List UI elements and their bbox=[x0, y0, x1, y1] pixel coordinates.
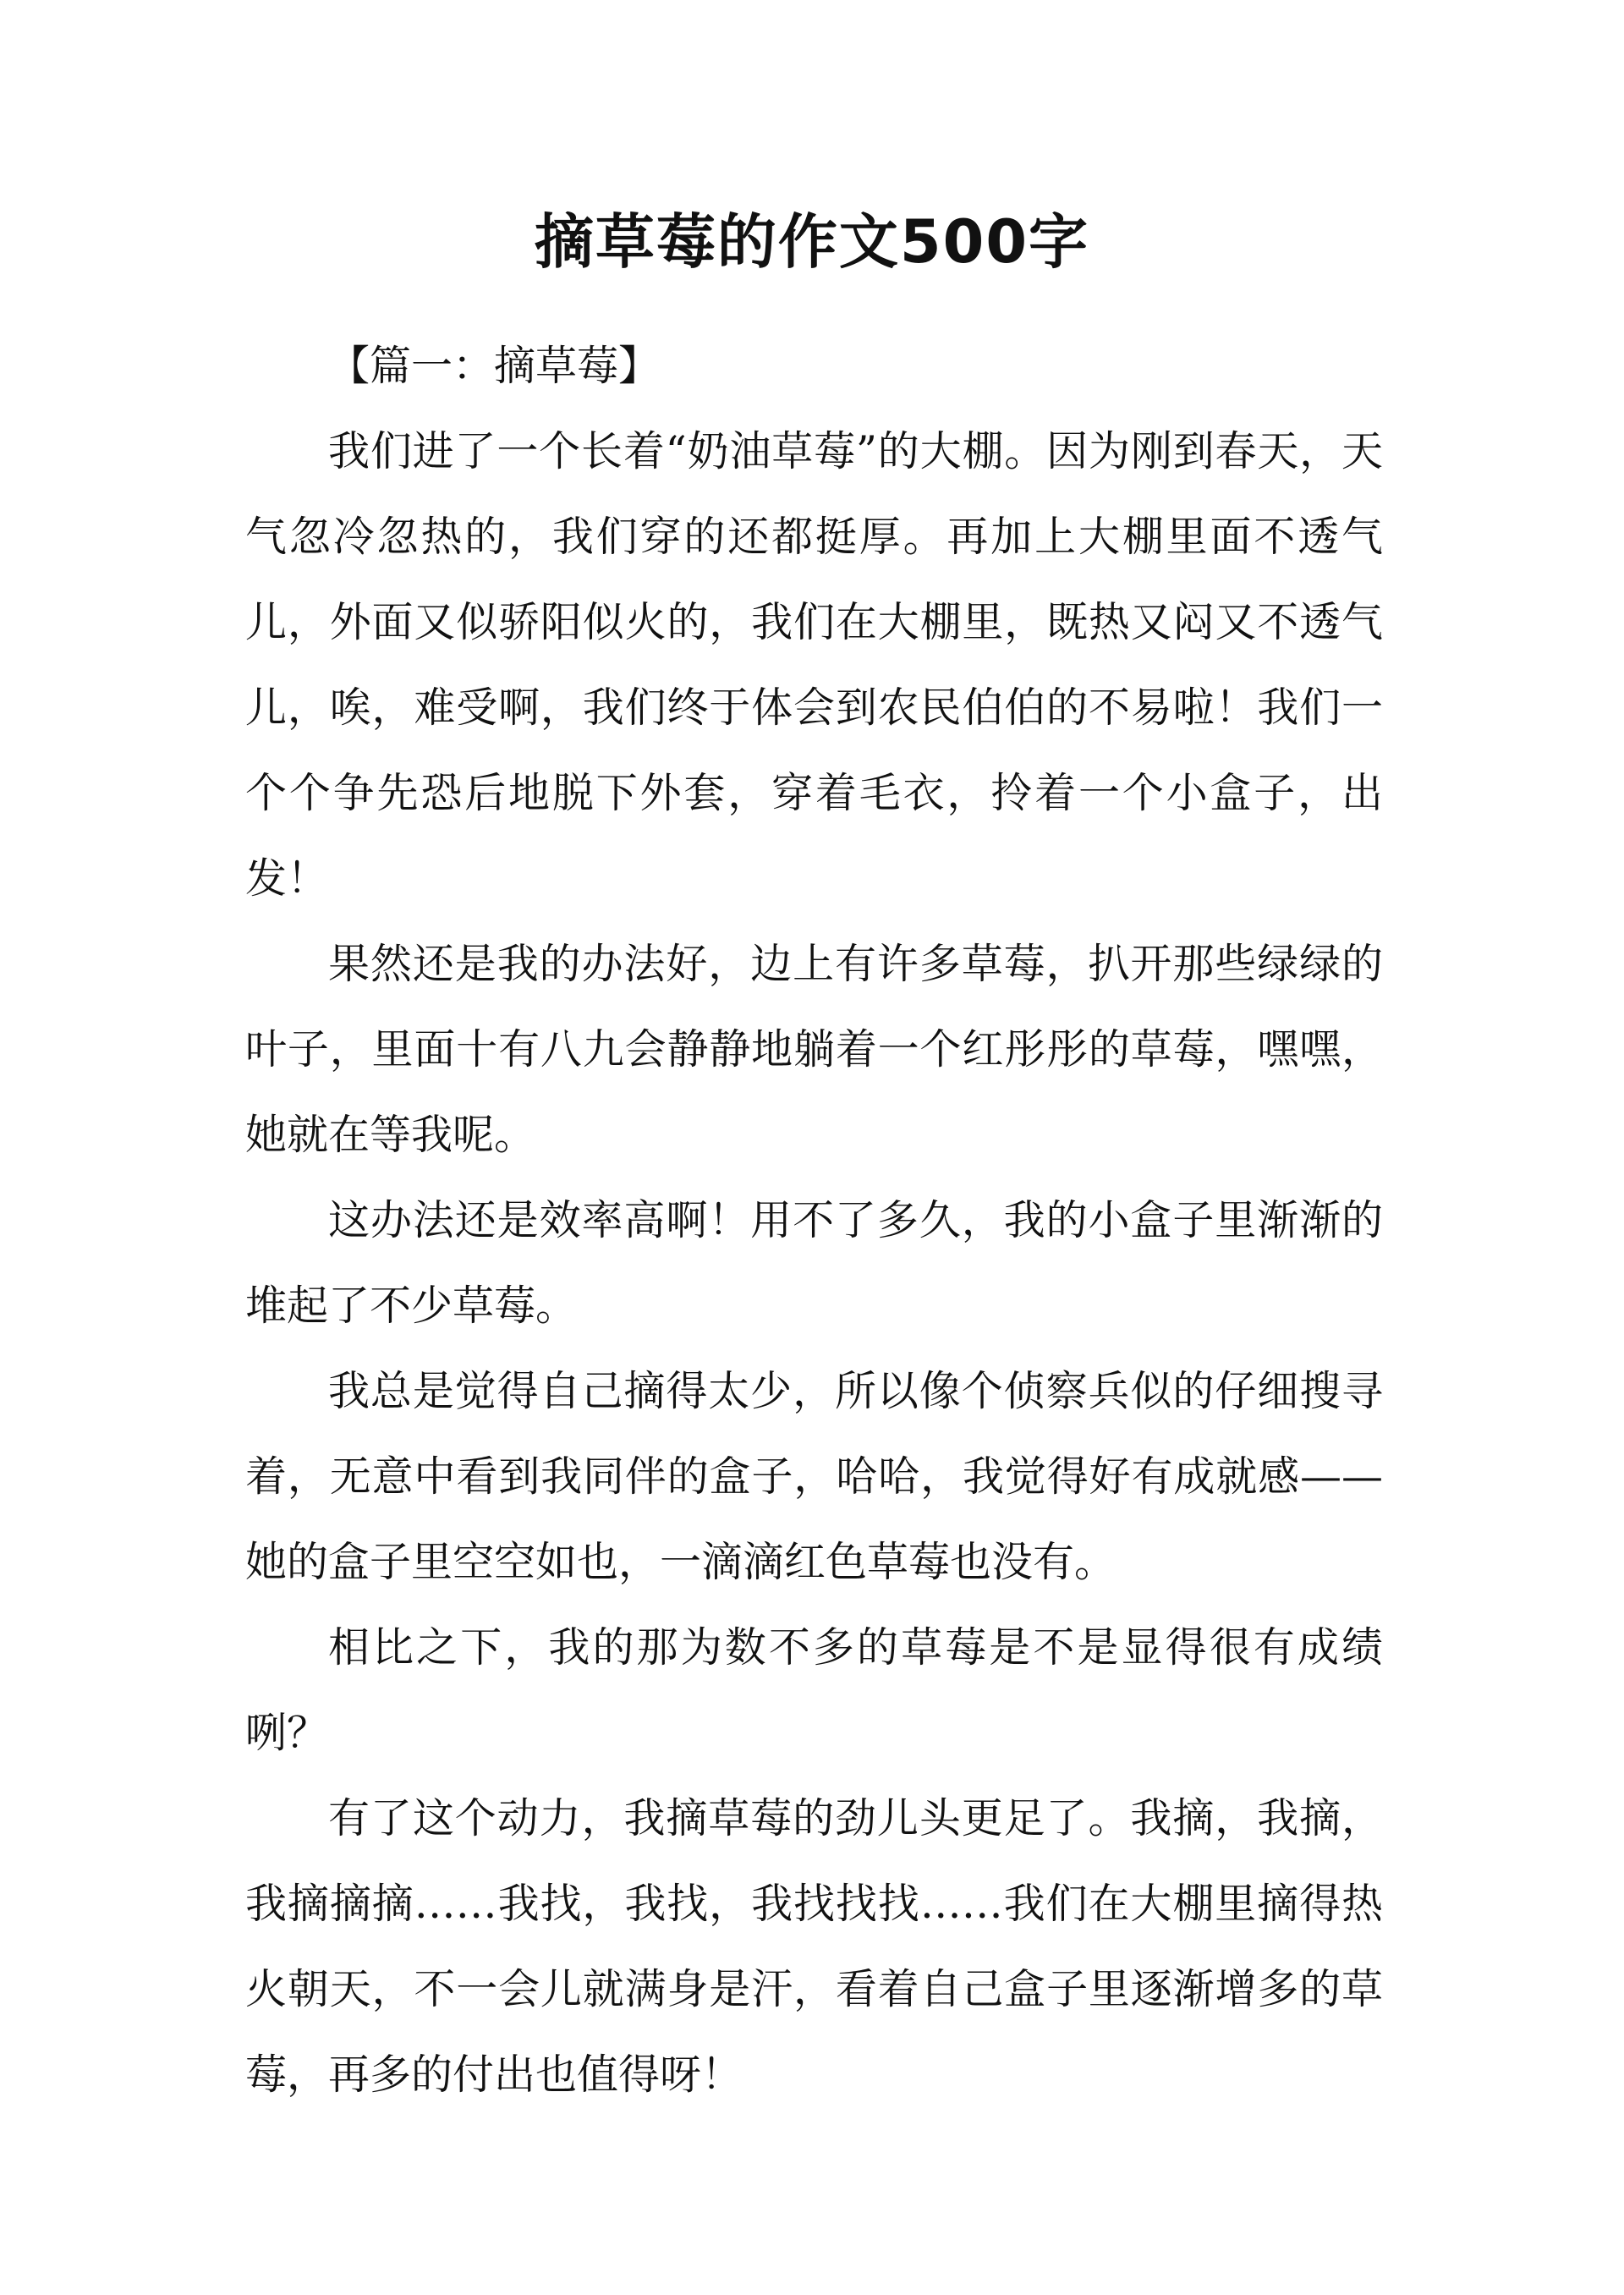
paragraph: 我总是觉得自己摘得太少，所以像个侦察兵似的仔细搜寻着，无意中看到我同伴的盒子，哈哈，我觉得好有成就感——她的盒子里空空如也，一滴滴红色草莓也没有。 bbox=[245, 1367, 1383, 1586]
section-heading: 【篇一：摘草莓】 bbox=[328, 342, 661, 390]
paragraph: 有了这个动力，我摘草莓的劲儿头更足了。我摘，我摘，我摘摘摘……我找，我找，我找找找……我们在大棚里摘得热火朝天，不一会儿就满身是汗，看着自己盒子里逐渐增多的草莓，再多的付出也值得呀！ bbox=[245, 1794, 1383, 2099]
document-body bbox=[245, 323, 1383, 2117]
paragraph: 相比之下，我的那为数不多的草莓是不是显得很有成绩咧？ bbox=[245, 1623, 1383, 1757]
paragraph: 果然还是我的办法好，边上有许多草莓，扒开那些绿绿的叶子，里面十有八九会静静地躺着一个红彤彤的草莓，嘿嘿，她就在等我呢。 bbox=[245, 940, 1383, 1159]
paragraph: 这办法还是效率高啊！用不了多久，我的小盒子里渐渐的堆起了不少草莓。 bbox=[245, 1196, 1383, 1330]
paragraph: 我们进了一个长着“奶油草莓”的大棚。因为刚到春天，天气忽冷忽热的，我们穿的还都挺厚。再加上大棚里面不透气儿，外面又似骄阳似火的，我们在大棚里，既热又闷又不透气儿，唉，难受啊，我们终于体会到农民伯伯的不易啦！我们一个个争先恐后地脱下外套，穿着毛衣，拎着一个小盒子，出发！ bbox=[245, 427, 1383, 903]
document-title: 摘草莓的作文500字 bbox=[534, 207, 1090, 277]
